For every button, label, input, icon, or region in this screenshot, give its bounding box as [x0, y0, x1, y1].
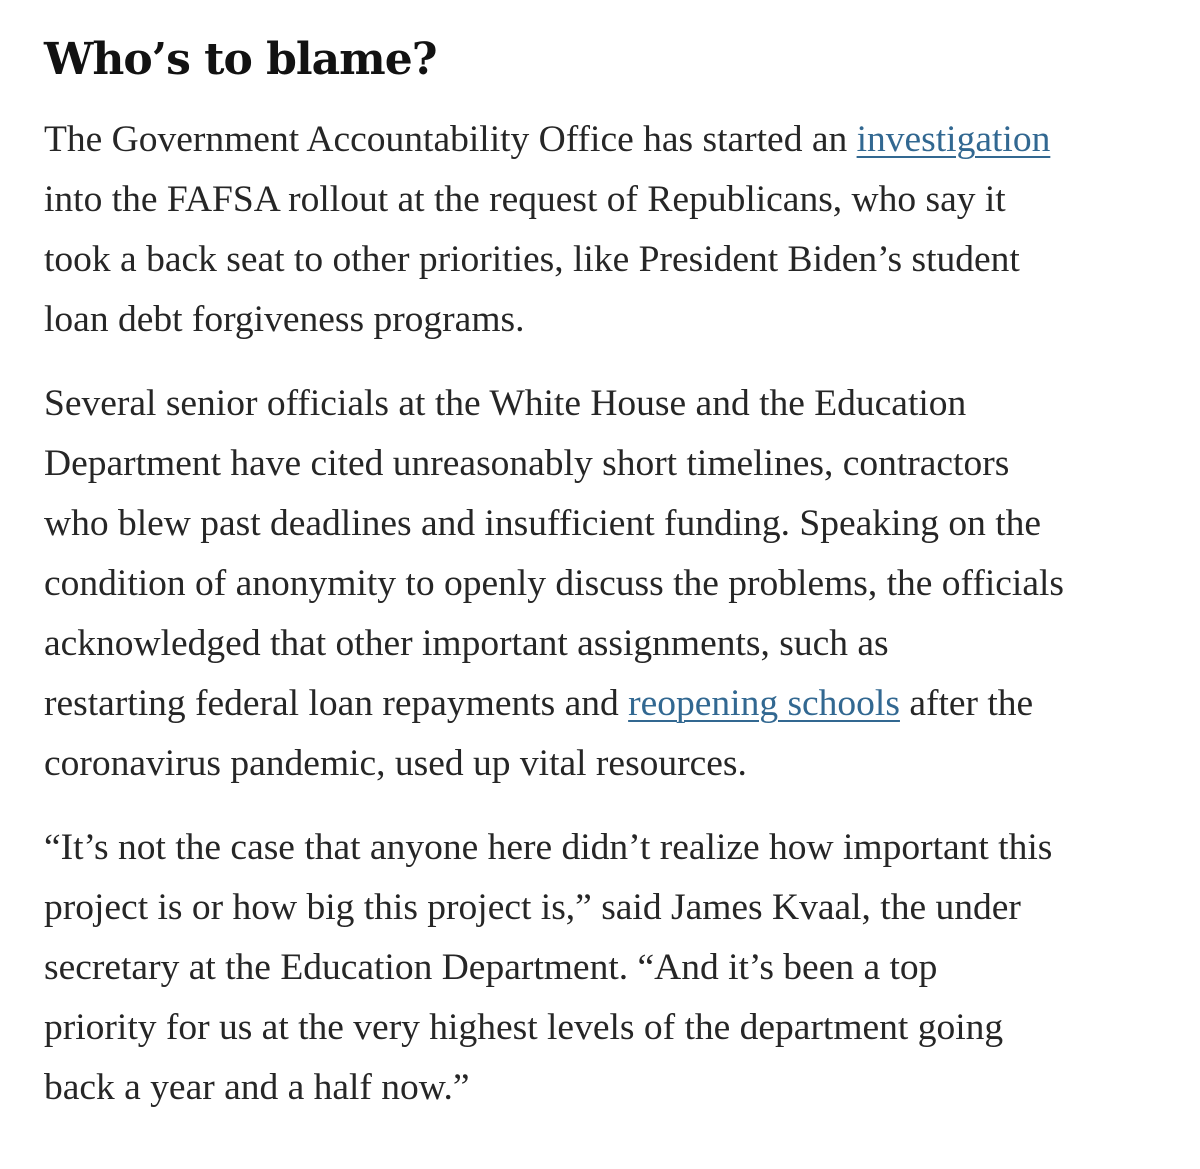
- text-line: condition of anonymity to openly discuss the problems, the officials: [44, 563, 1064, 604]
- paragraph: [44, 374, 1174, 794]
- text-line: back a year and a half now.”: [44, 1067, 470, 1108]
- text-line: project is or how big this project is,” said James Kvaal, the under: [44, 887, 1021, 928]
- text-line: Several senior officials at the White House and the Education: [44, 383, 967, 424]
- text-line: who blew past deadlines and insufficient funding. Speaking on the: [44, 503, 1042, 544]
- paragraph: [44, 110, 1174, 350]
- text-line: Department have cited unreasonably short timelines, contractors: [44, 443, 1010, 484]
- text-line: acknowledged that other important assignments, such as: [44, 623, 889, 664]
- section-heading: Who’s to blame?: [44, 34, 437, 85]
- text-line: secretary at the Education Department. “And it’s been a top: [44, 947, 938, 988]
- article-body: [44, 30, 1174, 1142]
- reopening-schools-link[interactable]: reopening schools: [628, 683, 900, 724]
- text-line: into the FAFSA rollout at the request of Republicans, who say it: [44, 179, 1006, 220]
- text-line: The Government Accountability Office has started an investigation: [44, 119, 1051, 160]
- paragraph: [44, 818, 1174, 1118]
- text-line: restarting federal loan repayments and reopening schools after the: [44, 683, 1034, 724]
- text-line: coronavirus pandemic, used up vital resources.: [44, 743, 747, 784]
- text-line: took a back seat to other priorities, like President Biden’s student: [44, 239, 1020, 280]
- text-line: “It’s not the case that anyone here didn’t realize how important this: [44, 827, 1053, 868]
- investigation-link[interactable]: investigation: [856, 119, 1051, 160]
- text-line: priority for us at the very highest levels of the department going: [44, 1007, 1004, 1048]
- text-line: loan debt forgiveness programs.: [44, 299, 525, 340]
